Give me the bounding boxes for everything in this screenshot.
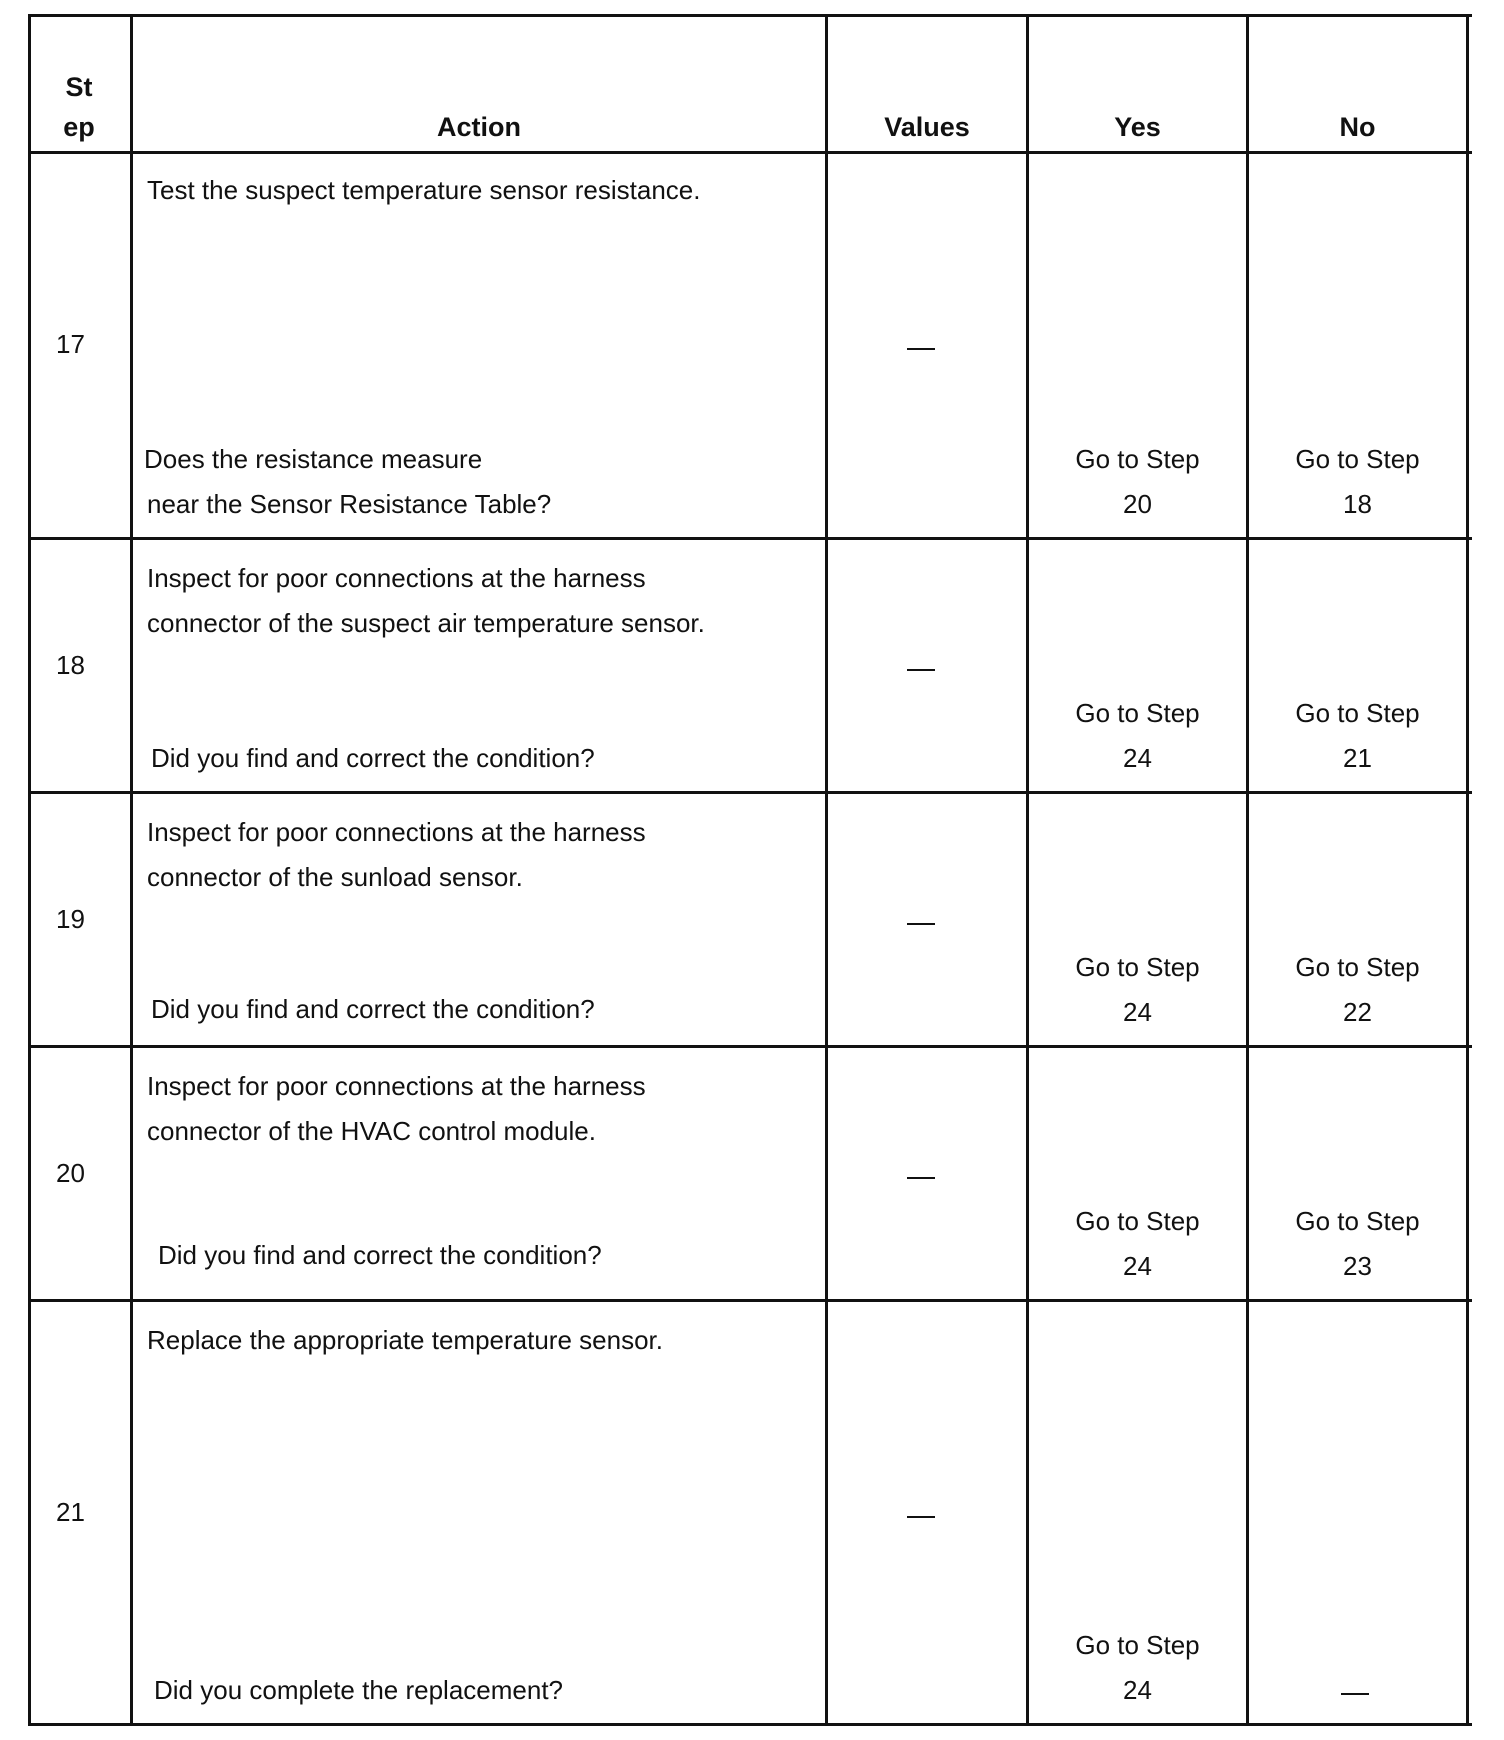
column-divider [825, 14, 828, 1726]
row-divider [28, 791, 1472, 794]
no-link-label[interactable]: Go to Step [1295, 444, 1420, 474]
table-border-right [1466, 14, 1469, 1726]
action-text: Inspect for poor connections at the harness [147, 563, 646, 593]
action-text: connector of the sunload sensor. [147, 862, 523, 892]
yes-link-label[interactable]: Go to Step [1075, 698, 1200, 728]
no-link-step[interactable]: 23 [1343, 1251, 1372, 1281]
yes-link-label[interactable]: Go to Step [1075, 444, 1200, 474]
question-text: near the Sensor Resistance Table? [147, 489, 552, 519]
no-link-step[interactable]: 22 [1343, 997, 1372, 1027]
action-text: connector of the suspect air temperature sensor. [147, 608, 705, 638]
yes-link-label[interactable]: Go to Step [1075, 1206, 1200, 1236]
row-divider [28, 1299, 1472, 1302]
action-text: Test the suspect temperature sensor resistance. [147, 175, 701, 205]
step-number: 17 [56, 329, 85, 359]
header-yes: Yes [1114, 112, 1161, 142]
action-text: Replace the appropriate temperature sensor. [147, 1325, 663, 1355]
step-number: 21 [56, 1497, 85, 1527]
question-text: Does the resistance measure [144, 444, 483, 474]
step-number: 20 [56, 1158, 85, 1188]
no-link-step[interactable]: 21 [1343, 743, 1372, 773]
action-text: Inspect for poor connections at the harness [147, 1071, 646, 1101]
header-divider [28, 151, 1472, 154]
no-link-label[interactable]: Go to Step [1295, 698, 1420, 728]
yes-link-step[interactable]: 20 [1123, 489, 1152, 519]
question-text: Did you find and correct the condition? [151, 994, 595, 1024]
table-border-top [28, 14, 1472, 17]
question-text: Did you find and correct the condition? [158, 1240, 602, 1270]
no-link-label[interactable]: Go to Step [1295, 1206, 1420, 1236]
action-text: Inspect for poor connections at the harness [147, 817, 646, 847]
yes-link-step[interactable]: 24 [1123, 1251, 1152, 1281]
action-text: connector of the HVAC control module. [147, 1116, 596, 1146]
table-border-left [28, 14, 31, 1726]
row-divider [28, 1045, 1472, 1048]
value-dash [907, 1177, 935, 1179]
no-value-dash [1341, 1693, 1369, 1695]
header-step-line1: St [65, 72, 93, 102]
column-divider [130, 14, 133, 1726]
header-no: No [1339, 112, 1376, 142]
no-link-step[interactable]: 18 [1343, 489, 1372, 519]
header-step-line2: ep [63, 112, 95, 142]
yes-link-label[interactable]: Go to Step [1075, 952, 1200, 982]
yes-link-label[interactable]: Go to Step [1075, 1630, 1200, 1660]
value-dash [907, 1516, 935, 1518]
step-number: 19 [56, 904, 85, 934]
yes-link-step[interactable]: 24 [1123, 997, 1152, 1027]
header-action: Action [437, 112, 521, 142]
yes-link-step[interactable]: 24 [1123, 1675, 1152, 1705]
value-dash [907, 348, 935, 350]
header-values: Values [884, 112, 970, 142]
value-dash [907, 669, 935, 671]
value-dash [907, 923, 935, 925]
yes-link-step[interactable]: 24 [1123, 743, 1152, 773]
column-divider [1246, 14, 1249, 1726]
question-text: Did you complete the replacement? [154, 1675, 564, 1705]
diagnostic-table [28, 14, 1472, 1726]
question-text: Did you find and correct the condition? [151, 743, 595, 773]
table-border-bottom [28, 1723, 1472, 1726]
no-link-label[interactable]: Go to Step [1295, 952, 1420, 982]
column-divider [1026, 14, 1029, 1726]
row-divider [28, 537, 1472, 540]
step-number: 18 [56, 650, 85, 680]
